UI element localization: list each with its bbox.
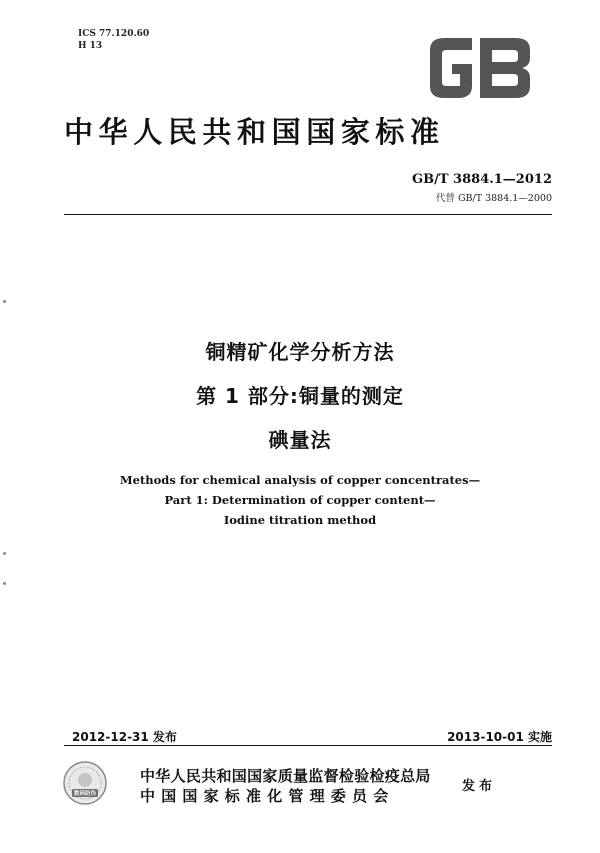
title-cn-line1: 铜精矿化学分析方法: [205, 340, 395, 364]
scan-mark: [3, 300, 6, 303]
implementation-date: 2013-10-01 实施: [447, 730, 552, 744]
top-divider: [64, 214, 552, 215]
issuer-aqsiq: 中华人民共和国国家质量监督检验检疫总局: [140, 767, 431, 785]
title-en-line2: Part 1: Determination of copper content—: [164, 493, 436, 507]
gb-logo-icon: [424, 36, 536, 100]
replaces-code: 代替 GB/T 3884.1—2000: [435, 193, 552, 204]
classification-codes: [78, 28, 149, 52]
ccs-code: H 13: [78, 41, 103, 51]
title-cn-line3: 碘量法: [268, 428, 332, 452]
release-label: 发布: [462, 779, 497, 794]
title-en-line1: Methods for chemical analysis of copper concentrates—: [119, 473, 481, 487]
ics-code: ICS 77.120.60: [78, 29, 150, 39]
title-en-line3: Iodine titration method: [223, 513, 377, 527]
scan-mark: [3, 582, 6, 585]
issuer-sac: 中国国家标准化管理委员会: [140, 787, 395, 805]
publisher-seal-icon: [62, 760, 108, 806]
standard-name-cn: 中华人民共和国国家标准: [64, 115, 445, 149]
bottom-divider: [64, 745, 552, 746]
seal-text: 数码防伪: [73, 791, 97, 797]
title-cn-line2: 第 1 部分:铜量的测定: [196, 384, 404, 408]
standard-code: GB/T 3884.1—2012: [412, 172, 552, 187]
issue-date: 2012-12-31 发布: [72, 730, 177, 744]
scan-mark: [3, 552, 6, 555]
